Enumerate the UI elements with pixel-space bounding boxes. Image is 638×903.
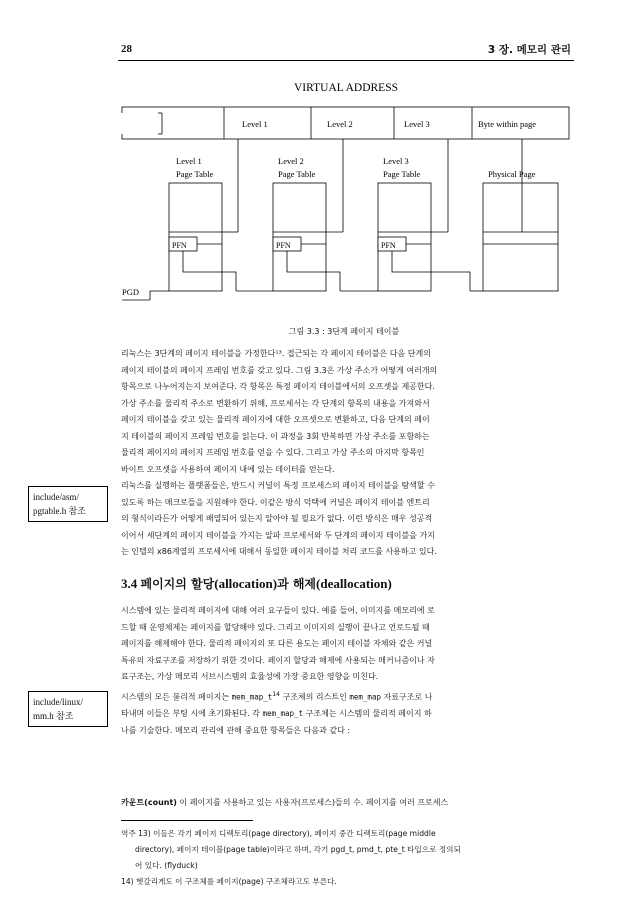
field-byte-within-page: Byte within page — [478, 119, 537, 129]
table-label-3a: Level 3 — [383, 156, 409, 166]
paragraph-5: 카운트(count) 이 페이지를 사용하고 있는 사용자(프로세스)들의 수. 페이지를 여러 프로세스 — [121, 798, 449, 807]
paragraph-3: 시스템에 있는 물리적 페이지에 대해 여러 요구들이 있다. 예를 들어, 이미지를 메모리에 로 드할 때 운영체제는 페이지를 할당해야 있다. 그리고 이미지의 실행이 끝나고 언로드될 때 페이지를 해제해야 한다. 물리적 페이지의 또 다른 용도는 페이지 테이블 자체와 같은 커널 특유의 자료구조를 저장하기 위한 것이다. 페이지 할당과 해제에 사용되는 메커니즘이나 자 료구조는, 가상 메모리 서브시스템의 효율성에 가장 중요한 영향을 미친다. — [121, 606, 435, 681]
figure-title: VIRTUAL ADDRESS — [294, 82, 398, 94]
table-label-phys: Physical Page — [488, 169, 536, 179]
page-number: 28 — [121, 43, 132, 55]
pgd-label: PGD — [122, 287, 140, 297]
paragraph-1: 리눅스는 3단계의 페이지 테이블을 가정한다¹³. 접근되는 각 페이지 테이블은 다음 단계의 페이지 테이블의 페이지 프레임 번호를 갖고 있다. 그림 3.3은 가상 주소가 어떻게 여러개의 항목으로 나누어지는지 보여준다. 각 항목은 특정 페이지 테이블에서의 오프셋을 제공한다. 가상 주소를 물리적 주소로 변환하기 위해, 프로세서는 각 단계의 항목의 내용을 가져와서 페이지 테이블을 갖고 있는 물리적 페이지에 대한 오프셋으로 변환하고, 다음 단계의 페이 지 테이블의 페이지 프레임 번호를 읽는다. 이 과정을 3회 반복하면 가상 주소를 포함하는 물리적 페이지의 페이지 프레임 번호를 얻을 수 있다. 그리고 가상 주소의 마지막 항목인 바이트 오프셋을 사용하여 페이지 내에 있는 데이터를 얻는다. — [121, 349, 438, 474]
pfn-label-1: PFN — [172, 241, 187, 250]
sidebar-note-mm: include/linux/ mm.h 참조 — [28, 691, 108, 727]
table-label-2a: Level 2 — [278, 156, 304, 166]
table-label-2b: Page Table — [278, 169, 316, 179]
paragraph-2: 리눅스를 실행하는 플랫폼들은, 반드시 커널이 특정 프로세스의 페이지 테이블을 탐색할 수 있도록 하는 매크로들을 지원해야 한다. 이같은 방식 덕택에 커널은 페이지 테이블 엔트리 의 형식이라든가 어떻게 배열되어 있는지 알아야 될 필요가 없다. 이런 방식은 매우 성공적 이어서 세단계의 페이지 테이블을 가지는 알파 프로세서와 두 단계의 페이지 테이블을 가지 는 인텔의 x86계열의 프로세서에 대해서 동일한 페이지 테이블 처리 코드를 사용하고 있다. — [121, 481, 437, 556]
footnote-rule — [121, 820, 253, 821]
sidebar-note-pgtable: include/asm/ pgtable.h 참조 — [28, 486, 108, 522]
table-label-3b: Page Table — [383, 169, 421, 179]
field-level-3: Level 3 — [404, 119, 430, 129]
page-table-diagram — [0, 0, 638, 330]
paragraph-4: 시스템의 모든 물리적 페이지는 $mem\_map\_t^{14}$ 구조체의 리스트인 mem_map 자료구조로 나 타내며 이들은 부팅 시에 초기화된다. 각 mem_map_t 구조체는 시스템의 물리적 페이지 하 나를 기술한다. 메모리 관리에 관해 중요한 항목들은 다음과 같다 : — [121, 691, 433, 735]
physical-page — [483, 183, 558, 291]
table-label-1b: Page Table — [176, 169, 214, 179]
pfn-label-2: PFN — [276, 241, 291, 250]
section-heading: 3.4 페이지의 할당(allocation)과 해제(deallocation) — [121, 576, 392, 591]
figure-caption: 그림 3.3 : 3단계 페이지 테이블 — [288, 327, 400, 336]
field-level-1: Level 1 — [242, 119, 268, 129]
pfn-label-3: PFN — [381, 241, 396, 250]
footnote-14: 14) 헷갈리게도 이 구조체를 페이지(page) 구조체라고도 부른다. — [121, 877, 337, 886]
chapter-title: 3 장. 메모리 관리 — [487, 44, 571, 56]
table-label-1a: Level 1 — [176, 156, 202, 166]
field-level-2: Level 2 — [327, 119, 353, 129]
footnote-13: 역주 13) 이들은 각기 페이지 디렉토리(page directory), 페이지 중간 디렉토리(page middle directory), 페이지 테이블(page table)이라고 하며, 각기 pgd_t, pmd_t, pte_t 타입으로 정의되 어 있다. (flyduck) — [121, 829, 461, 870]
